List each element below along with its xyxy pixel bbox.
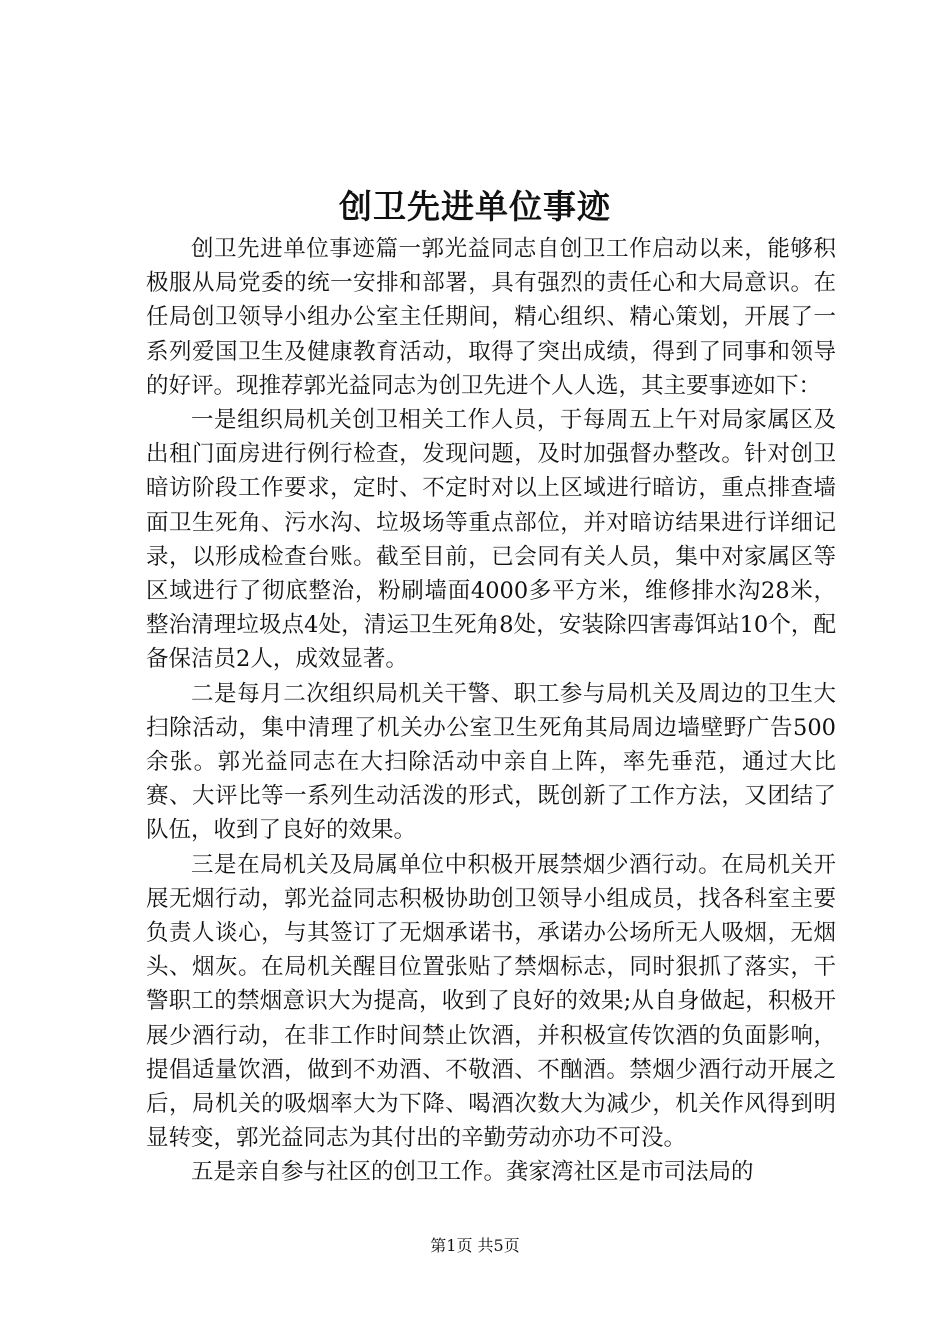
paragraph-item-2: 二是每月二次组织局机关干警、职工参与局机关及周边的卫生大扫除活动，集中清理了机关办公室卫生死角其局周边墙壁野广告500余张。郭光益同志在大扫除活动中亲自上阵，率先垂范，通过大比赛、大评比等一系列生动活泼的形式，既创新了工作方法，又团结了队伍，收到了良好的效果。 bbox=[146, 680, 836, 844]
paragraph-item-3: 三是在局机关及局属单位中积极开展禁烟少酒行动。在局机关开展无烟行动，郭光益同志积极协助创卫领导小组成员，找各科室主要负责人谈心，与其签订了无烟承诺书，承诺办公场所无人吸烟，无烟头、烟灰。在局机关醒目位置张贴了禁烟标志，同时狠抓了落实，干警职工的禁烟意识大为提高，收到了良好的效果;从自身做起，积极开展少酒行动，在非工作时间禁止饮酒，并积极宣传饮酒的负面影响，提倡适量饮酒，做到不劝酒、不敬酒、不酗酒。禁烟少酒行动开展之后，局机关的吸烟率大为下降、喝酒次数大为减少，机关作风得到明显转变，郭光益同志为其付出的辛勤劳动亦功不可没。 bbox=[146, 851, 836, 1152]
document-title: 创卫先进单位事迹 bbox=[339, 187, 611, 226]
paragraph-item-5: 五是亲自参与社区的创卫工作。龚家湾社区是市司法局的 bbox=[191, 1159, 754, 1186]
document-body bbox=[146, 232, 836, 1190]
page-footer: 第1页 共5页 bbox=[430, 1236, 520, 1255]
paragraph-intro: 创卫先进单位事迹篇一郭光益同志自创卫工作启动以来，能够积极服从局党委的统一安排和部署，具有强烈的责任心和大局意识。在任局创卫领导小组办公室主任期间，精心组织、精心策划，开展了一系列爱国卫生及健康教育活动，取得了突出成绩，得到了同事和领导的好评。现推荐郭光益同志为创卫先进个人人选，其主要事迹如下： bbox=[146, 236, 836, 399]
paragraph-item-1: 一是组织局机关创卫相关工作人员，于每周五上午对局家属区及出租门面房进行例行检查，发现问题，及时加强督办整改。针对创卫暗访阶段工作要求，定时、不定时对以上区域进行暗访，重点排查墙面卫生死角、污水沟、垃圾场等重点部位，并对暗访结果进行详细记录，以形成检查台账。截至目前，已会同有关人员，集中对家属区等区域进行了彻底整治，粉刷墙面4000多平方米，维修排水沟28米，整治清理垃圾点4处，清运卫生死角8处，安装除四害毒饵站10个，配备保洁员2人，成效显著。 bbox=[146, 407, 836, 673]
